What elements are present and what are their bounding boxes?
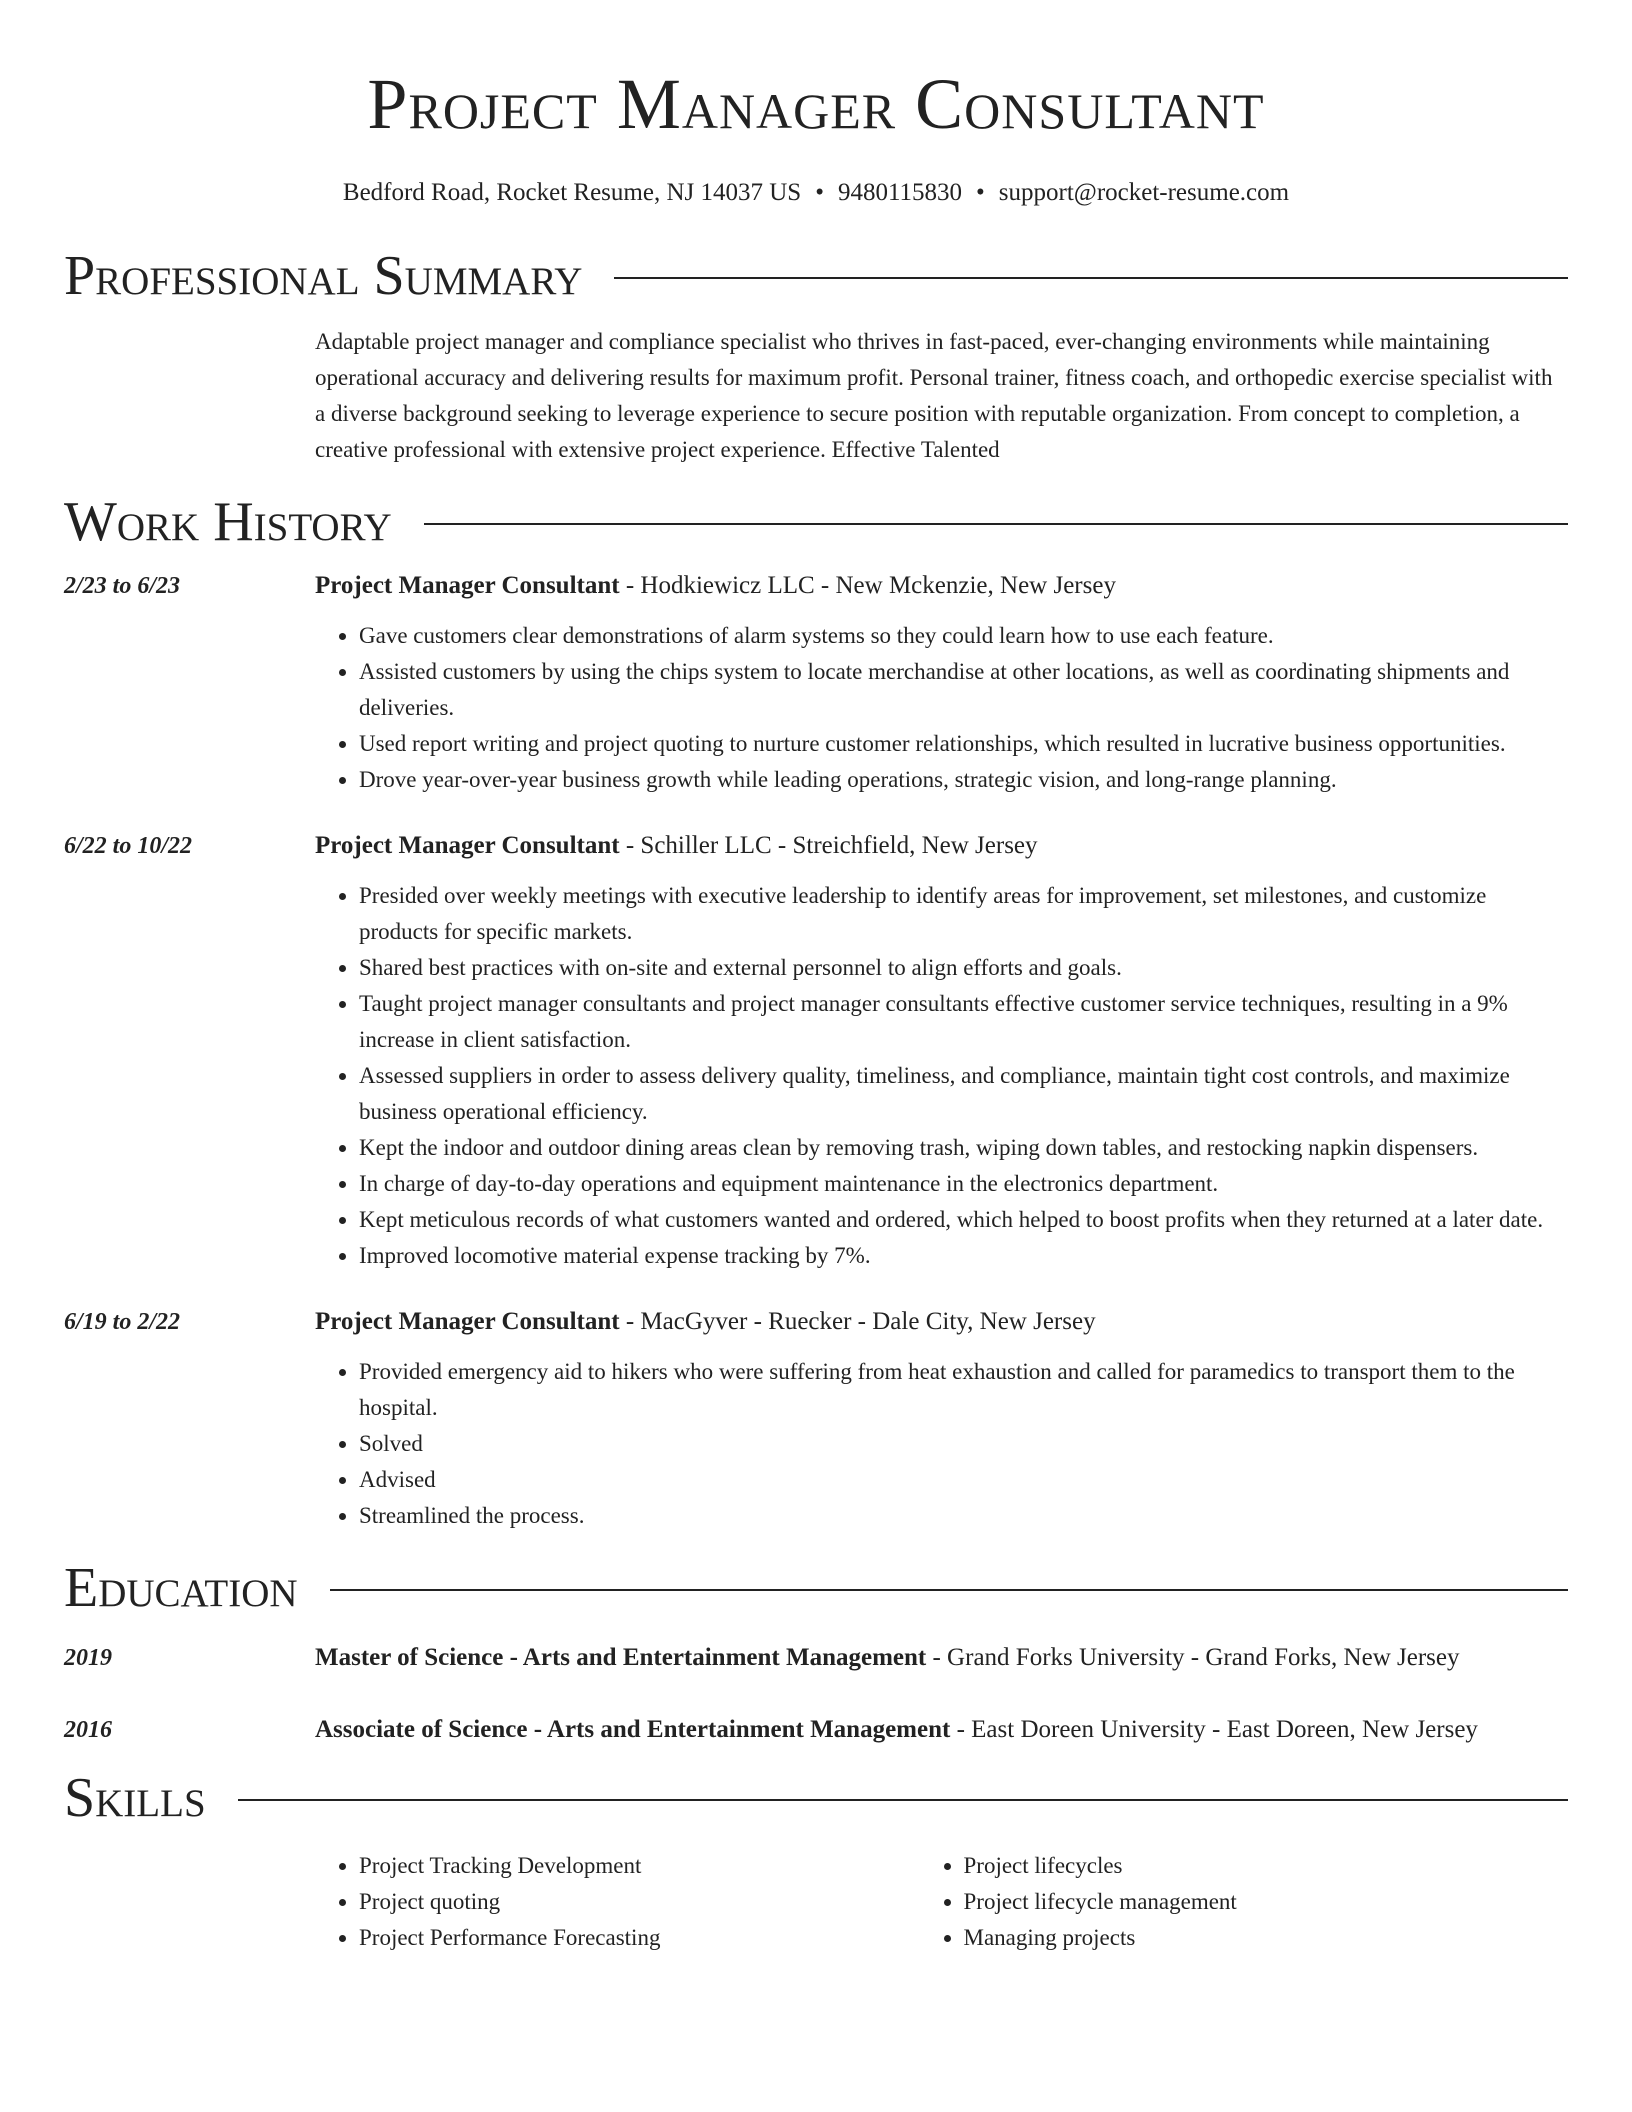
list-item: • Improved locomotive material expense tracking by 7%. [359, 1238, 1568, 1274]
section-divider [238, 1799, 1568, 1801]
education-line [315, 1712, 1478, 1748]
job-entry [64, 828, 1568, 1274]
job-title-line [315, 568, 1568, 604]
list-item: • Project Performance Forecasting [359, 1920, 964, 1956]
list-item: • Project lifecycle management [964, 1884, 1569, 1920]
job-entry [64, 1304, 1568, 1534]
list-item: • Gave customers clear demonstrations of alarm systems so they could learn how to use each feature. [359, 618, 1568, 654]
list-item: • Used report writing and project quoting to nurture customer relationships, which resulted in lucrative business opportunities. [359, 726, 1568, 762]
list-item: • Assisted customers by using the chips system to locate merchandise at other locations, as well as coordinating shipments and deliveries. [359, 654, 1568, 726]
job-title-line [315, 828, 1568, 864]
job-title: Project Manager Consultant [315, 1308, 620, 1335]
section-divider [424, 523, 1568, 525]
section-divider [614, 277, 1568, 279]
education-line [315, 1640, 1459, 1676]
school: - East Doreen University - East Doreen, New Jersey [950, 1716, 1478, 1743]
candidate-name: Project Manager Consultant [367, 64, 1265, 144]
section-divider [330, 1589, 1568, 1591]
education-section-header [64, 1557, 1568, 1619]
job-entry [64, 568, 1568, 798]
education-year: 2016 [64, 1717, 112, 1743]
job-employer: - MacGyver - Ruecker - Dale City, New Jersey [619, 1308, 1096, 1335]
list-item: • Shared best practices with on-site and external personnel to align efforts and goals. [359, 950, 1568, 986]
job-title: Project Manager Consultant [315, 572, 620, 599]
education-heading: Education [64, 1557, 298, 1619]
work-heading: Work History [64, 491, 392, 553]
job-employer: - Schiller LLC - Streichfield, New Jersey [619, 832, 1038, 859]
summary-text: Adaptable project manager and compliance specialist who thrives in fast-paced, ever-changing environments while maintaining operational accuracy and delivering results for maximum profit. Personal trainer, fitness coach, and orthopedic exercise specialist with a diverse background seeking to leverage experience to secure position with reputable organization. From concept to completion, a creative professional with extensive project experience. Effective Talented [315, 329, 1553, 462]
job-dates: 2/23 to 6/23 [64, 573, 181, 599]
skills-section-header [64, 1767, 1568, 1829]
list-item: • Taught project manager consultants and project manager consultants effective customer service techniques, resulting in a 9% increase in client satisfaction. [359, 986, 1568, 1058]
list-item: • Project lifecycles [964, 1848, 1569, 1884]
contact-line [64, 178, 1568, 208]
separator-dot: • [976, 179, 985, 206]
skills-column-right [964, 1848, 1569, 1956]
summary-section-header [64, 245, 1568, 307]
job-bullets [359, 878, 1568, 1274]
list-item: • Streamlined the process. [359, 1498, 1568, 1534]
job-bullets [359, 618, 1568, 798]
list-item: • Presided over weekly meetings with executive leadership to identify areas for improvement, set milestones, and customize products for specific markets. [359, 878, 1568, 950]
job-body [315, 1304, 1568, 1534]
list-item: • Drove year-over-year business growth while leading operations, strategic vision, and long-range planning. [359, 762, 1568, 798]
job-body [315, 568, 1568, 798]
job-body [315, 828, 1568, 1274]
work-section-header [64, 491, 1568, 553]
list-item: • Project Tracking Development [359, 1848, 964, 1884]
list-item: • Provided emergency aid to hikers who were suffering from heat exhaustion and called for paramedics to transport them to the hospital. [359, 1354, 1568, 1426]
list-item: • Assessed suppliers in order to assess delivery quality, timeliness, and compliance, maintain tight cost controls, and maximize business operational efficiency. [359, 1058, 1568, 1130]
job-title: Project Manager Consultant [315, 832, 620, 859]
resume-page [64, 0, 1568, 1956]
job-bullets [359, 1354, 1568, 1534]
list-item: • Managing projects [964, 1920, 1569, 1956]
skills-list [315, 1848, 1568, 1956]
list-item: • Kept the indoor and outdoor dining areas clean by removing trash, wiping down tables, and restocking napkin dispensers. [359, 1130, 1568, 1166]
education-entry [64, 1640, 1568, 1676]
list-item: • Advised [359, 1462, 1568, 1498]
job-title-line [315, 1304, 1568, 1340]
list-item: • Project quoting [359, 1884, 964, 1920]
separator-dot: • [815, 179, 824, 206]
list-item: • In charge of day-to-day operations and equipment maintenance in the electronics department. [359, 1166, 1568, 1202]
summary-heading: Professional Summary [64, 245, 583, 307]
email: support@rocket-resume.com [998, 179, 1290, 206]
education-year: 2019 [64, 1645, 112, 1671]
phone: 9480115830 [837, 179, 963, 206]
degree: Associate of Science - Arts and Entertainment Management [315, 1716, 951, 1743]
skills-column-left [359, 1848, 964, 1956]
education-entry [64, 1712, 1568, 1748]
degree: Master of Science - Arts and Entertainment Management [315, 1644, 927, 1671]
job-dates: 6/22 to 10/22 [64, 833, 193, 859]
skills-heading: Skills [64, 1767, 206, 1829]
job-employer: - Hodkiewicz LLC - New Mckenzie, New Jersey [619, 572, 1116, 599]
list-item: • Solved [359, 1426, 1568, 1462]
school: - Grand Forks University - Grand Forks, New Jersey [926, 1644, 1460, 1671]
job-dates: 6/19 to 2/22 [64, 1309, 181, 1335]
address: Bedford Road, Rocket Resume, NJ 14037 US [342, 179, 802, 206]
list-item: • Kept meticulous records of what customers wanted and ordered, which helped to boost profits when they returned at a later date. [359, 1202, 1568, 1238]
